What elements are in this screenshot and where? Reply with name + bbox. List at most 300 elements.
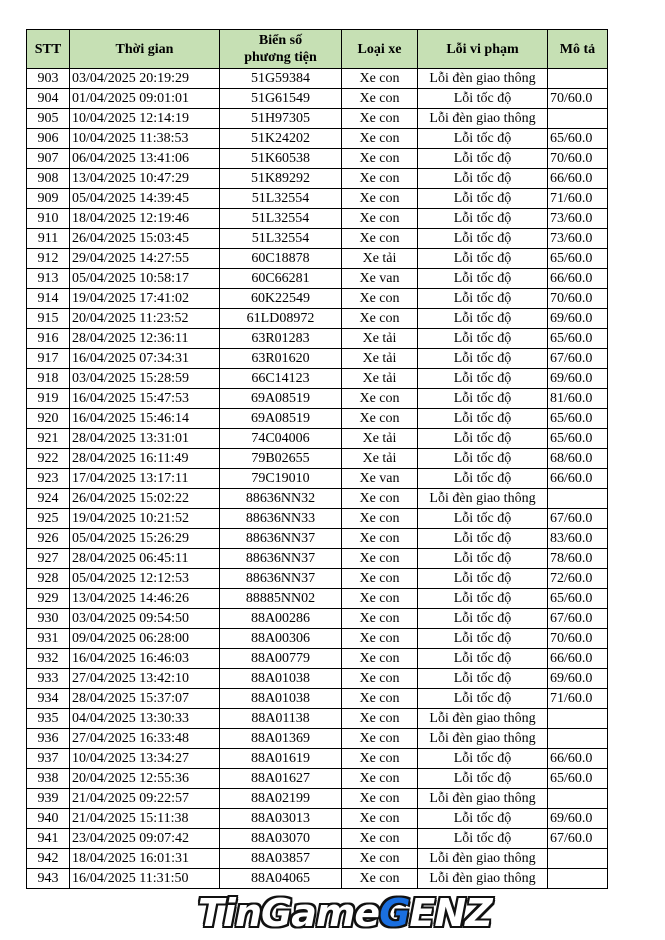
- cell-plate: 74C04006: [220, 429, 342, 449]
- cell-description: 67/60.0: [548, 509, 608, 529]
- cell-description: 65/60.0: [548, 429, 608, 449]
- cell-plate: 88A03070: [220, 829, 342, 849]
- table-row: [27, 449, 608, 469]
- cell-stt: 934: [27, 689, 70, 709]
- table-row: [27, 369, 608, 389]
- cell-violation: Lỗi tốc độ: [418, 169, 548, 189]
- cell-time: 10/04/2025 13:34:27: [70, 749, 220, 769]
- cell-violation: Lỗi đèn giao thông: [418, 69, 548, 89]
- cell-description: 69/60.0: [548, 809, 608, 829]
- cell-plate: 66C14123: [220, 369, 342, 389]
- cell-time: 03/04/2025 09:54:50: [70, 609, 220, 629]
- table-row: [27, 549, 608, 569]
- cell-time: 03/04/2025 20:19:29: [70, 69, 220, 89]
- cell-stt: 918: [27, 369, 70, 389]
- cell-time: 01/04/2025 09:01:01: [70, 89, 220, 109]
- cell-time: 29/04/2025 14:27:55: [70, 249, 220, 269]
- table-row: [27, 769, 608, 789]
- cell-vehicle-type: Xe con: [342, 109, 418, 129]
- cell-description: [548, 789, 608, 809]
- cell-vehicle-type: Xe tải: [342, 449, 418, 469]
- cell-violation: Lỗi tốc độ: [418, 189, 548, 209]
- cell-plate: 63R01283: [220, 329, 342, 349]
- cell-plate: 51L32554: [220, 209, 342, 229]
- cell-description: [548, 709, 608, 729]
- cell-time: 06/04/2025 13:41:06: [70, 149, 220, 169]
- cell-time: 10/04/2025 12:14:19: [70, 109, 220, 129]
- cell-vehicle-type: Xe con: [342, 69, 418, 89]
- cell-plate: 88636NN33: [220, 509, 342, 529]
- cell-description: 70/60.0: [548, 149, 608, 169]
- header-plate: [220, 30, 342, 69]
- table-row: [27, 689, 608, 709]
- cell-description: 78/60.0: [548, 549, 608, 569]
- table-row: [27, 629, 608, 649]
- cell-stt: 912: [27, 249, 70, 269]
- cell-vehicle-type: Xe con: [342, 389, 418, 409]
- cell-stt: 942: [27, 849, 70, 869]
- cell-plate: 88A01038: [220, 669, 342, 689]
- table-row: [27, 169, 608, 189]
- table-row: [27, 249, 608, 269]
- cell-plate: 79C19010: [220, 469, 342, 489]
- cell-violation: Lỗi tốc độ: [418, 309, 548, 329]
- cell-stt: 938: [27, 769, 70, 789]
- cell-description: 68/60.0: [548, 449, 608, 469]
- cell-plate: 88A02199: [220, 789, 342, 809]
- cell-description: 66/60.0: [548, 469, 608, 489]
- cell-violation: Lỗi tốc độ: [418, 809, 548, 829]
- cell-time: 19/04/2025 10:21:52: [70, 509, 220, 529]
- table-row: [27, 729, 608, 749]
- cell-vehicle-type: Xe con: [342, 849, 418, 869]
- table-row: [27, 849, 608, 869]
- cell-violation: Lỗi tốc độ: [418, 749, 548, 769]
- cell-time: 26/04/2025 15:03:45: [70, 229, 220, 249]
- cell-time: 05/04/2025 14:39:45: [70, 189, 220, 209]
- cell-vehicle-type: Xe tải: [342, 369, 418, 389]
- cell-stt: 917: [27, 349, 70, 369]
- cell-vehicle-type: Xe van: [342, 469, 418, 489]
- cell-vehicle-type: Xe tải: [342, 429, 418, 449]
- header-row: [27, 30, 608, 69]
- cell-violation: Lỗi tốc độ: [418, 829, 548, 849]
- cell-description: [548, 489, 608, 509]
- cell-description: 65/60.0: [548, 249, 608, 269]
- cell-plate: 88A04065: [220, 869, 342, 889]
- cell-plate: 69A08519: [220, 409, 342, 429]
- table-row: [27, 149, 608, 169]
- cell-stt: 925: [27, 509, 70, 529]
- cell-stt: 929: [27, 589, 70, 609]
- cell-description: [548, 869, 608, 889]
- header-vehicle-type: Loại xe: [342, 30, 418, 69]
- cell-time: 21/04/2025 09:22:57: [70, 789, 220, 809]
- cell-plate: 88885NN02: [220, 589, 342, 609]
- cell-violation: Lỗi tốc độ: [418, 269, 548, 289]
- cell-time: 16/04/2025 15:47:53: [70, 389, 220, 409]
- table-row: [27, 69, 608, 89]
- cell-plate: 63R01620: [220, 349, 342, 369]
- cell-violation: Lỗi tốc độ: [418, 89, 548, 109]
- cell-vehicle-type: Xe con: [342, 509, 418, 529]
- cell-vehicle-type: Xe con: [342, 689, 418, 709]
- cell-plate: 51L32554: [220, 229, 342, 249]
- cell-plate: 79B02655: [220, 449, 342, 469]
- cell-stt: 924: [27, 489, 70, 509]
- cell-violation: Lỗi tốc độ: [418, 549, 548, 569]
- cell-violation: Lỗi tốc độ: [418, 429, 548, 449]
- table-row: [27, 649, 608, 669]
- cell-violation: Lỗi đèn giao thông: [418, 849, 548, 869]
- cell-time: 18/04/2025 16:01:31: [70, 849, 220, 869]
- cell-violation: Lỗi đèn giao thông: [418, 709, 548, 729]
- cell-description: 66/60.0: [548, 269, 608, 289]
- cell-violation: Lỗi đèn giao thông: [418, 109, 548, 129]
- table-row: [27, 429, 608, 449]
- cell-time: 16/04/2025 15:46:14: [70, 409, 220, 429]
- cell-time: 28/04/2025 06:45:11: [70, 549, 220, 569]
- cell-stt: 919: [27, 389, 70, 409]
- cell-stt: 916: [27, 329, 70, 349]
- header-time: Thời gian: [70, 30, 220, 69]
- table-row: [27, 749, 608, 769]
- cell-description: [548, 849, 608, 869]
- cell-description: 73/60.0: [548, 229, 608, 249]
- cell-vehicle-type: Xe con: [342, 729, 418, 749]
- cell-vehicle-type: Xe con: [342, 749, 418, 769]
- cell-time: 27/04/2025 13:42:10: [70, 669, 220, 689]
- table-row: [27, 349, 608, 369]
- cell-plate: 88636NN37: [220, 549, 342, 569]
- cell-vehicle-type: Xe con: [342, 569, 418, 589]
- cell-violation: Lỗi tốc độ: [418, 369, 548, 389]
- cell-description: 65/60.0: [548, 589, 608, 609]
- cell-description: 65/60.0: [548, 769, 608, 789]
- cell-time: 19/04/2025 17:41:02: [70, 289, 220, 309]
- cell-plate: 88A01627: [220, 769, 342, 789]
- cell-plate: 60K22549: [220, 289, 342, 309]
- cell-stt: 940: [27, 809, 70, 829]
- table-row: [27, 569, 608, 589]
- cell-violation: Lỗi tốc độ: [418, 389, 548, 409]
- cell-violation: Lỗi tốc độ: [418, 449, 548, 469]
- cell-time: 27/04/2025 16:33:48: [70, 729, 220, 749]
- cell-vehicle-type: Xe con: [342, 669, 418, 689]
- cell-violation: Lỗi tốc độ: [418, 289, 548, 309]
- cell-description: 65/60.0: [548, 409, 608, 429]
- cell-violation: Lỗi tốc độ: [418, 529, 548, 549]
- cell-time: 03/04/2025 15:28:59: [70, 369, 220, 389]
- table-row: [27, 789, 608, 809]
- cell-plate: 51H97305: [220, 109, 342, 129]
- table-row: [27, 869, 608, 889]
- cell-time: 05/04/2025 15:26:29: [70, 529, 220, 549]
- table-row: [27, 129, 608, 149]
- cell-description: 66/60.0: [548, 649, 608, 669]
- cell-time: 16/04/2025 07:34:31: [70, 349, 220, 369]
- cell-description: 70/60.0: [548, 629, 608, 649]
- table-row: [27, 829, 608, 849]
- cell-stt: 930: [27, 609, 70, 629]
- cell-time: 16/04/2025 16:46:03: [70, 649, 220, 669]
- cell-stt: 914: [27, 289, 70, 309]
- cell-violation: Lỗi tốc độ: [418, 609, 548, 629]
- table-row: [27, 589, 608, 609]
- cell-plate: 60C18878: [220, 249, 342, 269]
- cell-stt: 921: [27, 429, 70, 449]
- cell-stt: 913: [27, 269, 70, 289]
- table-body: [27, 69, 608, 889]
- table-row: [27, 509, 608, 529]
- cell-time: 05/04/2025 10:58:17: [70, 269, 220, 289]
- table-row: [27, 109, 608, 129]
- cell-vehicle-type: Xe con: [342, 549, 418, 569]
- cell-time: 13/04/2025 10:47:29: [70, 169, 220, 189]
- cell-violation: Lỗi tốc độ: [418, 689, 548, 709]
- cell-vehicle-type: Xe con: [342, 209, 418, 229]
- table-row: [27, 669, 608, 689]
- cell-vehicle-type: Xe con: [342, 289, 418, 309]
- cell-vehicle-type: Xe con: [342, 589, 418, 609]
- cell-violation: Lỗi đèn giao thông: [418, 489, 548, 509]
- table-row: [27, 809, 608, 829]
- cell-violation: Lỗi tốc độ: [418, 649, 548, 669]
- cell-time: 04/04/2025 13:30:33: [70, 709, 220, 729]
- cell-description: 69/60.0: [548, 669, 608, 689]
- cell-description: 66/60.0: [548, 749, 608, 769]
- cell-plate: 88A03857: [220, 849, 342, 869]
- watermark-text-1: TinGame: [198, 891, 380, 935]
- cell-plate: 51G61549: [220, 89, 342, 109]
- table-row: [27, 529, 608, 549]
- cell-violation: Lỗi tốc độ: [418, 589, 548, 609]
- cell-vehicle-type: Xe con: [342, 609, 418, 629]
- cell-time: 18/04/2025 12:19:46: [70, 209, 220, 229]
- cell-stt: 906: [27, 129, 70, 149]
- cell-time: 20/04/2025 11:23:52: [70, 309, 220, 329]
- cell-vehicle-type: Xe con: [342, 169, 418, 189]
- cell-description: [548, 69, 608, 89]
- table-row: [27, 309, 608, 329]
- cell-vehicle-type: Xe tải: [342, 329, 418, 349]
- cell-stt: 904: [27, 89, 70, 109]
- cell-plate: 88636NN37: [220, 569, 342, 589]
- cell-violation: Lỗi tốc độ: [418, 129, 548, 149]
- cell-stt: 911: [27, 229, 70, 249]
- cell-stt: 908: [27, 169, 70, 189]
- cell-plate: 51L32554: [220, 189, 342, 209]
- cell-vehicle-type: Xe con: [342, 229, 418, 249]
- cell-vehicle-type: Xe con: [342, 629, 418, 649]
- cell-plate: 88636NN37: [220, 529, 342, 549]
- cell-plate: 88A00306: [220, 629, 342, 649]
- cell-time: 21/04/2025 15:11:38: [70, 809, 220, 829]
- cell-stt: 903: [27, 69, 70, 89]
- cell-plate: 88A01038: [220, 689, 342, 709]
- cell-plate: 51G59384: [220, 69, 342, 89]
- cell-vehicle-type: Xe con: [342, 489, 418, 509]
- table-row: [27, 209, 608, 229]
- cell-time: 17/04/2025 13:17:11: [70, 469, 220, 489]
- cell-time: 28/04/2025 13:31:01: [70, 429, 220, 449]
- cell-time: 26/04/2025 15:02:22: [70, 489, 220, 509]
- cell-description: 66/60.0: [548, 169, 608, 189]
- table-row: [27, 229, 608, 249]
- cell-stt: 923: [27, 469, 70, 489]
- cell-violation: Lỗi tốc độ: [418, 769, 548, 789]
- cell-time: 20/04/2025 12:55:36: [70, 769, 220, 789]
- cell-violation: Lỗi tốc độ: [418, 249, 548, 269]
- cell-description: 71/60.0: [548, 689, 608, 709]
- cell-vehicle-type: Xe con: [342, 409, 418, 429]
- cell-plate: 51K89292: [220, 169, 342, 189]
- cell-vehicle-type: Xe con: [342, 769, 418, 789]
- cell-violation: Lỗi tốc độ: [418, 569, 548, 589]
- cell-time: 28/04/2025 16:11:49: [70, 449, 220, 469]
- cell-plate: 60C66281: [220, 269, 342, 289]
- cell-plate: 61LD08972: [220, 309, 342, 329]
- cell-time: 28/04/2025 15:37:07: [70, 689, 220, 709]
- cell-description: 83/60.0: [548, 529, 608, 549]
- cell-description: 73/60.0: [548, 209, 608, 229]
- watermark-text-3: ENZ: [409, 891, 492, 935]
- cell-vehicle-type: Xe con: [342, 149, 418, 169]
- cell-stt: 905: [27, 109, 70, 129]
- cell-stt: 909: [27, 189, 70, 209]
- cell-time: 23/04/2025 09:07:42: [70, 829, 220, 849]
- cell-description: [548, 729, 608, 749]
- cell-plate: 88A01619: [220, 749, 342, 769]
- cell-vehicle-type: Xe tải: [342, 349, 418, 369]
- cell-vehicle-type: Xe con: [342, 809, 418, 829]
- cell-time: 05/04/2025 12:12:53: [70, 569, 220, 589]
- cell-vehicle-type: Xe con: [342, 649, 418, 669]
- cell-plate: 51K60538: [220, 149, 342, 169]
- cell-description: 70/60.0: [548, 289, 608, 309]
- table-row: [27, 269, 608, 289]
- cell-vehicle-type: Xe van: [342, 269, 418, 289]
- cell-stt: 922: [27, 449, 70, 469]
- cell-description: 65/60.0: [548, 329, 608, 349]
- cell-plate: 88A03013: [220, 809, 342, 829]
- cell-stt: 943: [27, 869, 70, 889]
- cell-description: 69/60.0: [548, 369, 608, 389]
- table-row: [27, 709, 608, 729]
- cell-description: 67/60.0: [548, 829, 608, 849]
- cell-plate: 88A00779: [220, 649, 342, 669]
- cell-violation: Lỗi tốc độ: [418, 629, 548, 649]
- cell-violation: Lỗi đèn giao thông: [418, 789, 548, 809]
- cell-vehicle-type: Xe con: [342, 709, 418, 729]
- cell-plate: 88636NN32: [220, 489, 342, 509]
- cell-description: 71/60.0: [548, 189, 608, 209]
- cell-violation: Lỗi tốc độ: [418, 669, 548, 689]
- cell-stt: 907: [27, 149, 70, 169]
- cell-description: 81/60.0: [548, 389, 608, 409]
- cell-vehicle-type: Xe con: [342, 89, 418, 109]
- cell-violation: Lỗi tốc độ: [418, 229, 548, 249]
- cell-time: 10/04/2025 11:38:53: [70, 129, 220, 149]
- cell-stt: 928: [27, 569, 70, 589]
- cell-violation: Lỗi tốc độ: [418, 329, 548, 349]
- cell-description: 65/60.0: [548, 129, 608, 149]
- header-description: Mô tả: [548, 30, 608, 69]
- table-row: [27, 609, 608, 629]
- cell-stt: 932: [27, 649, 70, 669]
- cell-stt: 935: [27, 709, 70, 729]
- cell-description: 70/60.0: [548, 89, 608, 109]
- cell-violation: Lỗi tốc độ: [418, 469, 548, 489]
- cell-description: 69/60.0: [548, 309, 608, 329]
- cell-plate: 88A01369: [220, 729, 342, 749]
- cell-time: 09/04/2025 06:28:00: [70, 629, 220, 649]
- cell-stt: 936: [27, 729, 70, 749]
- cell-vehicle-type: Xe con: [342, 309, 418, 329]
- cell-stt: 915: [27, 309, 70, 329]
- cell-stt: 931: [27, 629, 70, 649]
- cell-violation: Lỗi tốc độ: [418, 409, 548, 429]
- header-plate-line2: phương tiện: [244, 50, 317, 65]
- cell-vehicle-type: Xe con: [342, 189, 418, 209]
- cell-vehicle-type: Xe con: [342, 829, 418, 849]
- table-row: [27, 189, 608, 209]
- cell-stt: 910: [27, 209, 70, 229]
- cell-stt: 926: [27, 529, 70, 549]
- violations-sheet: [26, 29, 608, 889]
- header-plate-line1: Biển số: [258, 33, 303, 48]
- cell-description: 67/60.0: [548, 609, 608, 629]
- cell-vehicle-type: Xe tải: [342, 249, 418, 269]
- cell-stt: 933: [27, 669, 70, 689]
- cell-vehicle-type: Xe con: [342, 529, 418, 549]
- cell-plate: 51K24202: [220, 129, 342, 149]
- cell-vehicle-type: Xe con: [342, 789, 418, 809]
- table-row: [27, 409, 608, 429]
- cell-violation: Lỗi đèn giao thông: [418, 869, 548, 889]
- cell-stt: 920: [27, 409, 70, 429]
- watermark-text-2: G: [379, 891, 410, 935]
- cell-description: 72/60.0: [548, 569, 608, 589]
- cell-plate: 69A08519: [220, 389, 342, 409]
- cell-plate: 88A01138: [220, 709, 342, 729]
- cell-violation: Lỗi đèn giao thông: [418, 729, 548, 749]
- table-row: [27, 289, 608, 309]
- cell-stt: 939: [27, 789, 70, 809]
- cell-description: [548, 109, 608, 129]
- table-row: [27, 329, 608, 349]
- header-stt: STT: [27, 30, 70, 69]
- cell-vehicle-type: Xe con: [342, 869, 418, 889]
- violations-table: [26, 29, 608, 889]
- header-violation: Lỗi vi phạm: [418, 30, 548, 69]
- cell-violation: Lỗi tốc độ: [418, 149, 548, 169]
- table-row: [27, 89, 608, 109]
- cell-stt: 941: [27, 829, 70, 849]
- cell-time: 13/04/2025 14:46:26: [70, 589, 220, 609]
- cell-stt: 927: [27, 549, 70, 569]
- cell-time: 16/04/2025 11:31:50: [70, 869, 220, 889]
- cell-description: 67/60.0: [548, 349, 608, 369]
- table-row: [27, 469, 608, 489]
- site-watermark-logo: [198, 889, 498, 937]
- cell-violation: Lỗi tốc độ: [418, 509, 548, 529]
- cell-time: 28/04/2025 12:36:11: [70, 329, 220, 349]
- cell-vehicle-type: Xe con: [342, 129, 418, 149]
- cell-violation: Lỗi tốc độ: [418, 209, 548, 229]
- cell-stt: 937: [27, 749, 70, 769]
- cell-plate: 88A00286: [220, 609, 342, 629]
